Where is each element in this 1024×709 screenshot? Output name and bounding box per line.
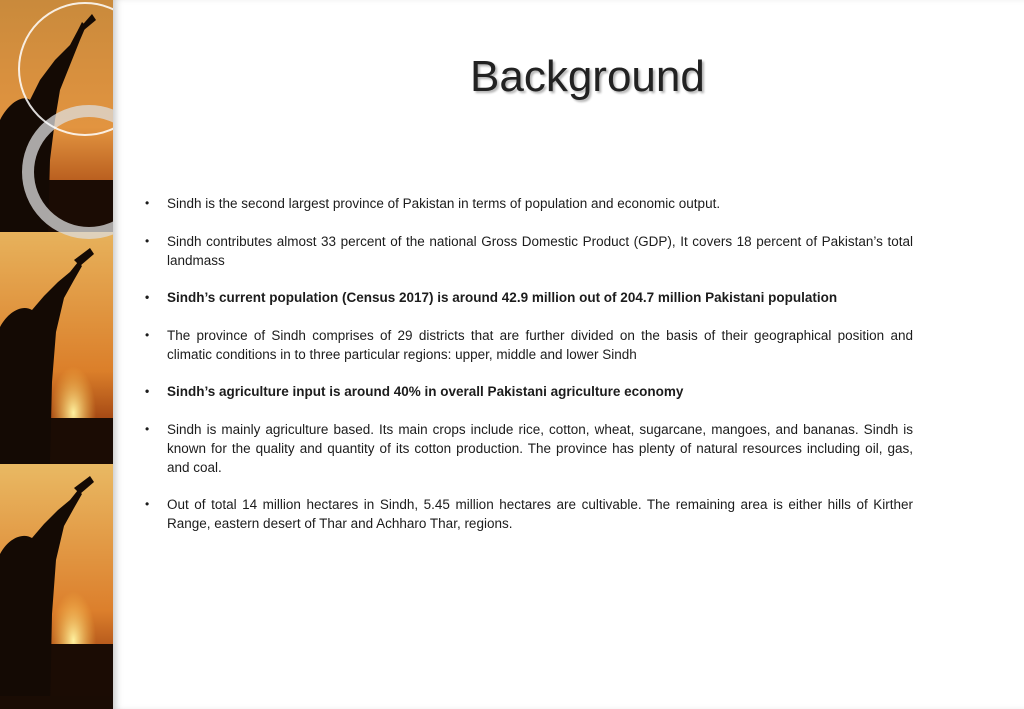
bullet-text: Sindh is mainly agriculture based. Its main crops include rice, cotton, wheat, sugarcane, mangoes, and bananas. Sindh is known for the quality and quantity of its cotton production. The province has plenty of natural resources including oil, gas, and coal. <box>167 421 913 475</box>
slide-content <box>113 0 1024 709</box>
bullet-marker: • <box>145 290 150 304</box>
bullet-marker: • <box>145 384 150 398</box>
bullet-item <box>143 382 913 401</box>
farmer-silhouette-image <box>0 232 113 464</box>
bullet-marker: • <box>145 421 150 436</box>
bullet-item <box>143 288 913 307</box>
bullet-text: The province of Sindh comprises of 29 districts that are further divided on the basis of their geographical position and climatic conditions in to three particular regions: upper, middle and lower Sindh <box>167 327 913 362</box>
bullet-text: Sindh’s agriculture input is around 40% in overall Pakistani agriculture economy <box>167 384 684 399</box>
bullet-text: Out of total 14 million hectares in Sindh, 5.45 million hectares are cultivable. The remaining area is either hills of Kirther Range, eastern desert of Thar and Achharo Thar, regions. <box>167 497 913 531</box>
decorative-image-strip <box>0 0 113 709</box>
bullet-marker: • <box>145 497 150 511</box>
bullet-text: Sindh contributes almost 33 percent of the national Gross Domestic Product (GDP), It covers 18 percent of Pakistan’s total landmass <box>167 233 913 268</box>
bullet-item <box>143 326 913 364</box>
bullet-text: Sindh is the second largest province of Pakistan in terms of population and economic output. <box>167 196 721 211</box>
bullet-marker: • <box>145 327 150 342</box>
bullet-list <box>143 194 913 552</box>
bullet-item <box>143 495 913 533</box>
farmer-silhouette-image <box>0 464 113 696</box>
bullet-marker: • <box>145 196 150 210</box>
bullet-marker: • <box>145 233 150 248</box>
bullet-text: Sindh’s current population (Census 2017) is around 42.9 million out of 204.7 million Pakistani population <box>167 290 838 305</box>
slide-title: Background <box>470 52 705 101</box>
bullet-item <box>143 420 913 477</box>
bullet-item <box>143 232 913 270</box>
bullet-item <box>143 194 913 213</box>
